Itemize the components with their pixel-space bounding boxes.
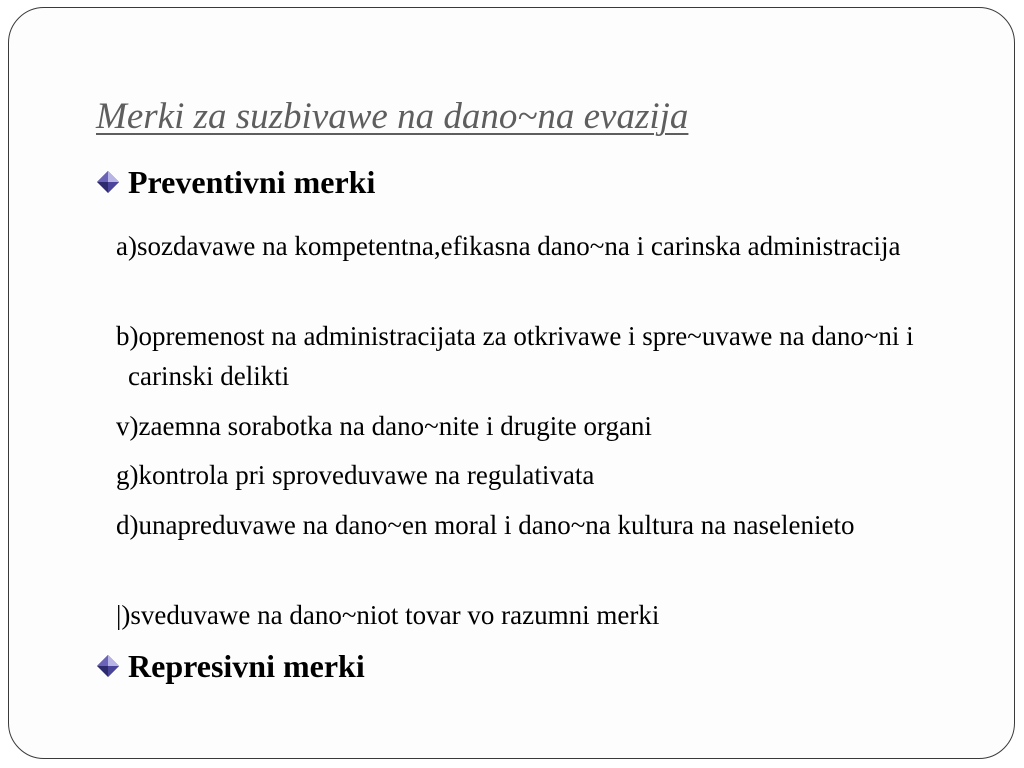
bullet-repressive: [96, 648, 365, 685]
list-item: |)sveduvawe na dano~niot tovar vo razumni merki: [116, 600, 660, 630]
diamond-bullet-icon: [96, 654, 120, 678]
list-item: d)unapreduvawe na dano~en moral i dano~na kultura na naselenieto: [116, 510, 855, 540]
list-item: b)opremenost na administracijata za otkrivawe i spre~uvawe na dano~ni i carinski delikti: [116, 321, 914, 391]
bullet-preventive-label: Preventivni merki: [128, 164, 376, 200]
bullet-preventive: [96, 164, 375, 201]
list-item: g)kontrola pri sproveduvawe na regulativata: [116, 460, 595, 490]
slide-title: Merki za suzbivawe na dano~na evazija: [96, 96, 689, 137]
bullet-repressive-label: Represivni merki: [128, 648, 365, 684]
list-item: a)sozdavawe na kompetentna,efikasna dano~na i carinska administracija: [116, 231, 901, 261]
list-item: v)zaemna sorabotka na dano~nite i drugite organi: [116, 411, 652, 441]
diamond-bullet-icon: [96, 170, 120, 194]
